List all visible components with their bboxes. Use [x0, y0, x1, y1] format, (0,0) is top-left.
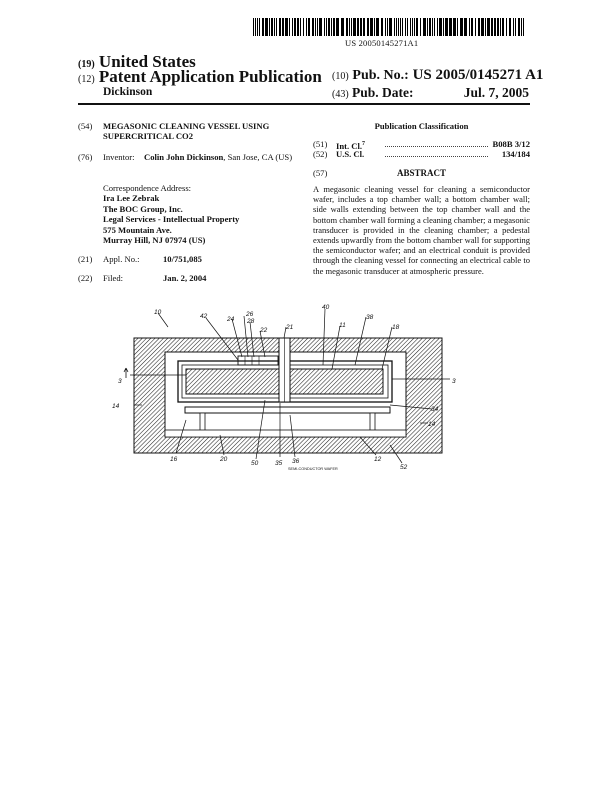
pub-date-label: Pub. Date:: [352, 85, 414, 100]
pub-date-line: [332, 85, 529, 101]
inventor-entry: [144, 152, 299, 162]
ref-36: 36: [292, 458, 300, 465]
correspondence-line: Murray Hill, NJ 07974 (US): [103, 235, 206, 246]
dot-leader: [385, 146, 488, 147]
ref-40: 40: [322, 304, 330, 311]
correspondence-line: Ira Lee Zebrak: [103, 193, 160, 204]
ref-38: 38: [366, 314, 374, 321]
transducer-left: [186, 369, 279, 394]
correspondence-label: Correspondence Address:: [103, 183, 192, 193]
inventor-name: Colin John Dickinson: [144, 152, 224, 162]
country: United States: [98, 52, 196, 71]
publication-type-line: [78, 67, 322, 87]
invention-title: MEGASONIC CLEANING VESSEL USING SUPERCRITICAL CO2: [103, 121, 270, 142]
ref-21: 21: [286, 324, 294, 331]
ref-52: 52: [400, 464, 408, 471]
ref-34: 34: [431, 406, 439, 413]
inventor-location: , San Jose, CA (US): [223, 152, 293, 162]
us-cl-code: (52): [313, 149, 328, 159]
publication-classification-heading: Publication Classification: [374, 121, 469, 131]
semiconductor-wafer: [185, 407, 390, 413]
int-cl-sup: 7: [362, 141, 366, 147]
correspondence-line: The BOC Group, Inc.: [103, 203, 183, 214]
ref-22: 22: [260, 327, 268, 334]
ref-42: 42: [200, 313, 208, 320]
ref-26: 26: [246, 311, 254, 318]
correspondence-line: 575 Mountain Ave.: [103, 224, 172, 235]
ref-12: 12: [374, 456, 382, 463]
ref-35: 35: [275, 460, 283, 467]
pub-date: Jul. 7, 2005: [463, 85, 529, 100]
ref-28: 28: [247, 318, 255, 325]
pub-number-line: [332, 67, 543, 84]
inventor-code: (76): [78, 152, 93, 162]
ref-14-left: 14: [112, 403, 120, 410]
barcode: [253, 18, 526, 36]
filed-label: Filed:: [103, 273, 124, 283]
wafer-label: SEMI-CONDUCTOR WAFER: [288, 467, 338, 471]
appl-code: (21): [78, 254, 93, 264]
ref-50: 50: [251, 460, 259, 467]
pub-no-label: Pub. No.:: [352, 68, 409, 83]
appl-label: Appl. No.:: [103, 254, 140, 264]
pubtype-code: (12): [78, 74, 95, 85]
int-cl-code: (51): [313, 139, 328, 149]
ref-20: 20: [220, 456, 228, 463]
pub-no-code: (10): [332, 71, 349, 82]
abstract-code: (57): [313, 168, 328, 178]
ref-3-left: 3: [118, 378, 122, 385]
inventor-label: Inventor:: [103, 152, 135, 162]
abstract-text: A megasonic cleaning vessel for cleaning a semiconductor wafer, includes a top chamber wall; a bottom chamber wall; side walls extending between the top chamber wall and the bottom chamber wall forming a cleaning chamber; a megasonic transducer is provided in the cleaning chamber; a pedestal extends upwardly from the bottom chamber wall for supporting the semiconductor wafer; and an electrical conduit is provided through the cleaning vessel for connecting an electrical cable to the megasonic transducer at atmospheric pressure.: [313, 184, 530, 276]
correspondence-address: [103, 183, 303, 245]
ref-18: 18: [392, 324, 400, 331]
filed-date: Jan. 2, 2004: [163, 273, 207, 283]
us-cl-label: U.S. Cl.: [336, 149, 365, 159]
filed-code: (22): [78, 273, 93, 283]
int-cl-label-text: Int. Cl.: [336, 140, 363, 151]
abstract-heading: ABSTRACT: [396, 168, 446, 178]
title-code: (54): [78, 121, 93, 131]
ref-24: 24: [227, 316, 235, 323]
transducer-right: [290, 369, 383, 394]
publication-type: Patent Application Publication: [98, 67, 322, 86]
us-cl-value: 134/184: [501, 149, 530, 159]
pub-number: US 2005/0145271 A1: [412, 67, 544, 83]
country-code: (19): [78, 59, 95, 70]
correspondence-line: Legal Services - Intellectual Property: [103, 214, 240, 225]
ref-14-right: 14: [428, 421, 436, 428]
dot-leader: [385, 156, 488, 157]
int-cl-value: B08B 3/12: [492, 139, 530, 149]
header-divider: [78, 103, 530, 105]
ref-11: 11: [339, 322, 346, 329]
barcode-text: US 20050145271A1: [345, 38, 419, 48]
application-number: 10/751,085: [163, 254, 202, 264]
ref-10: 10: [154, 309, 162, 316]
inventor-surname: Dickinson: [103, 86, 153, 98]
pub-date-code: (43): [332, 89, 349, 100]
ref-3-right: 3: [452, 378, 456, 385]
ref-16: 16: [170, 456, 178, 463]
patent-drawing: [112, 304, 460, 475]
